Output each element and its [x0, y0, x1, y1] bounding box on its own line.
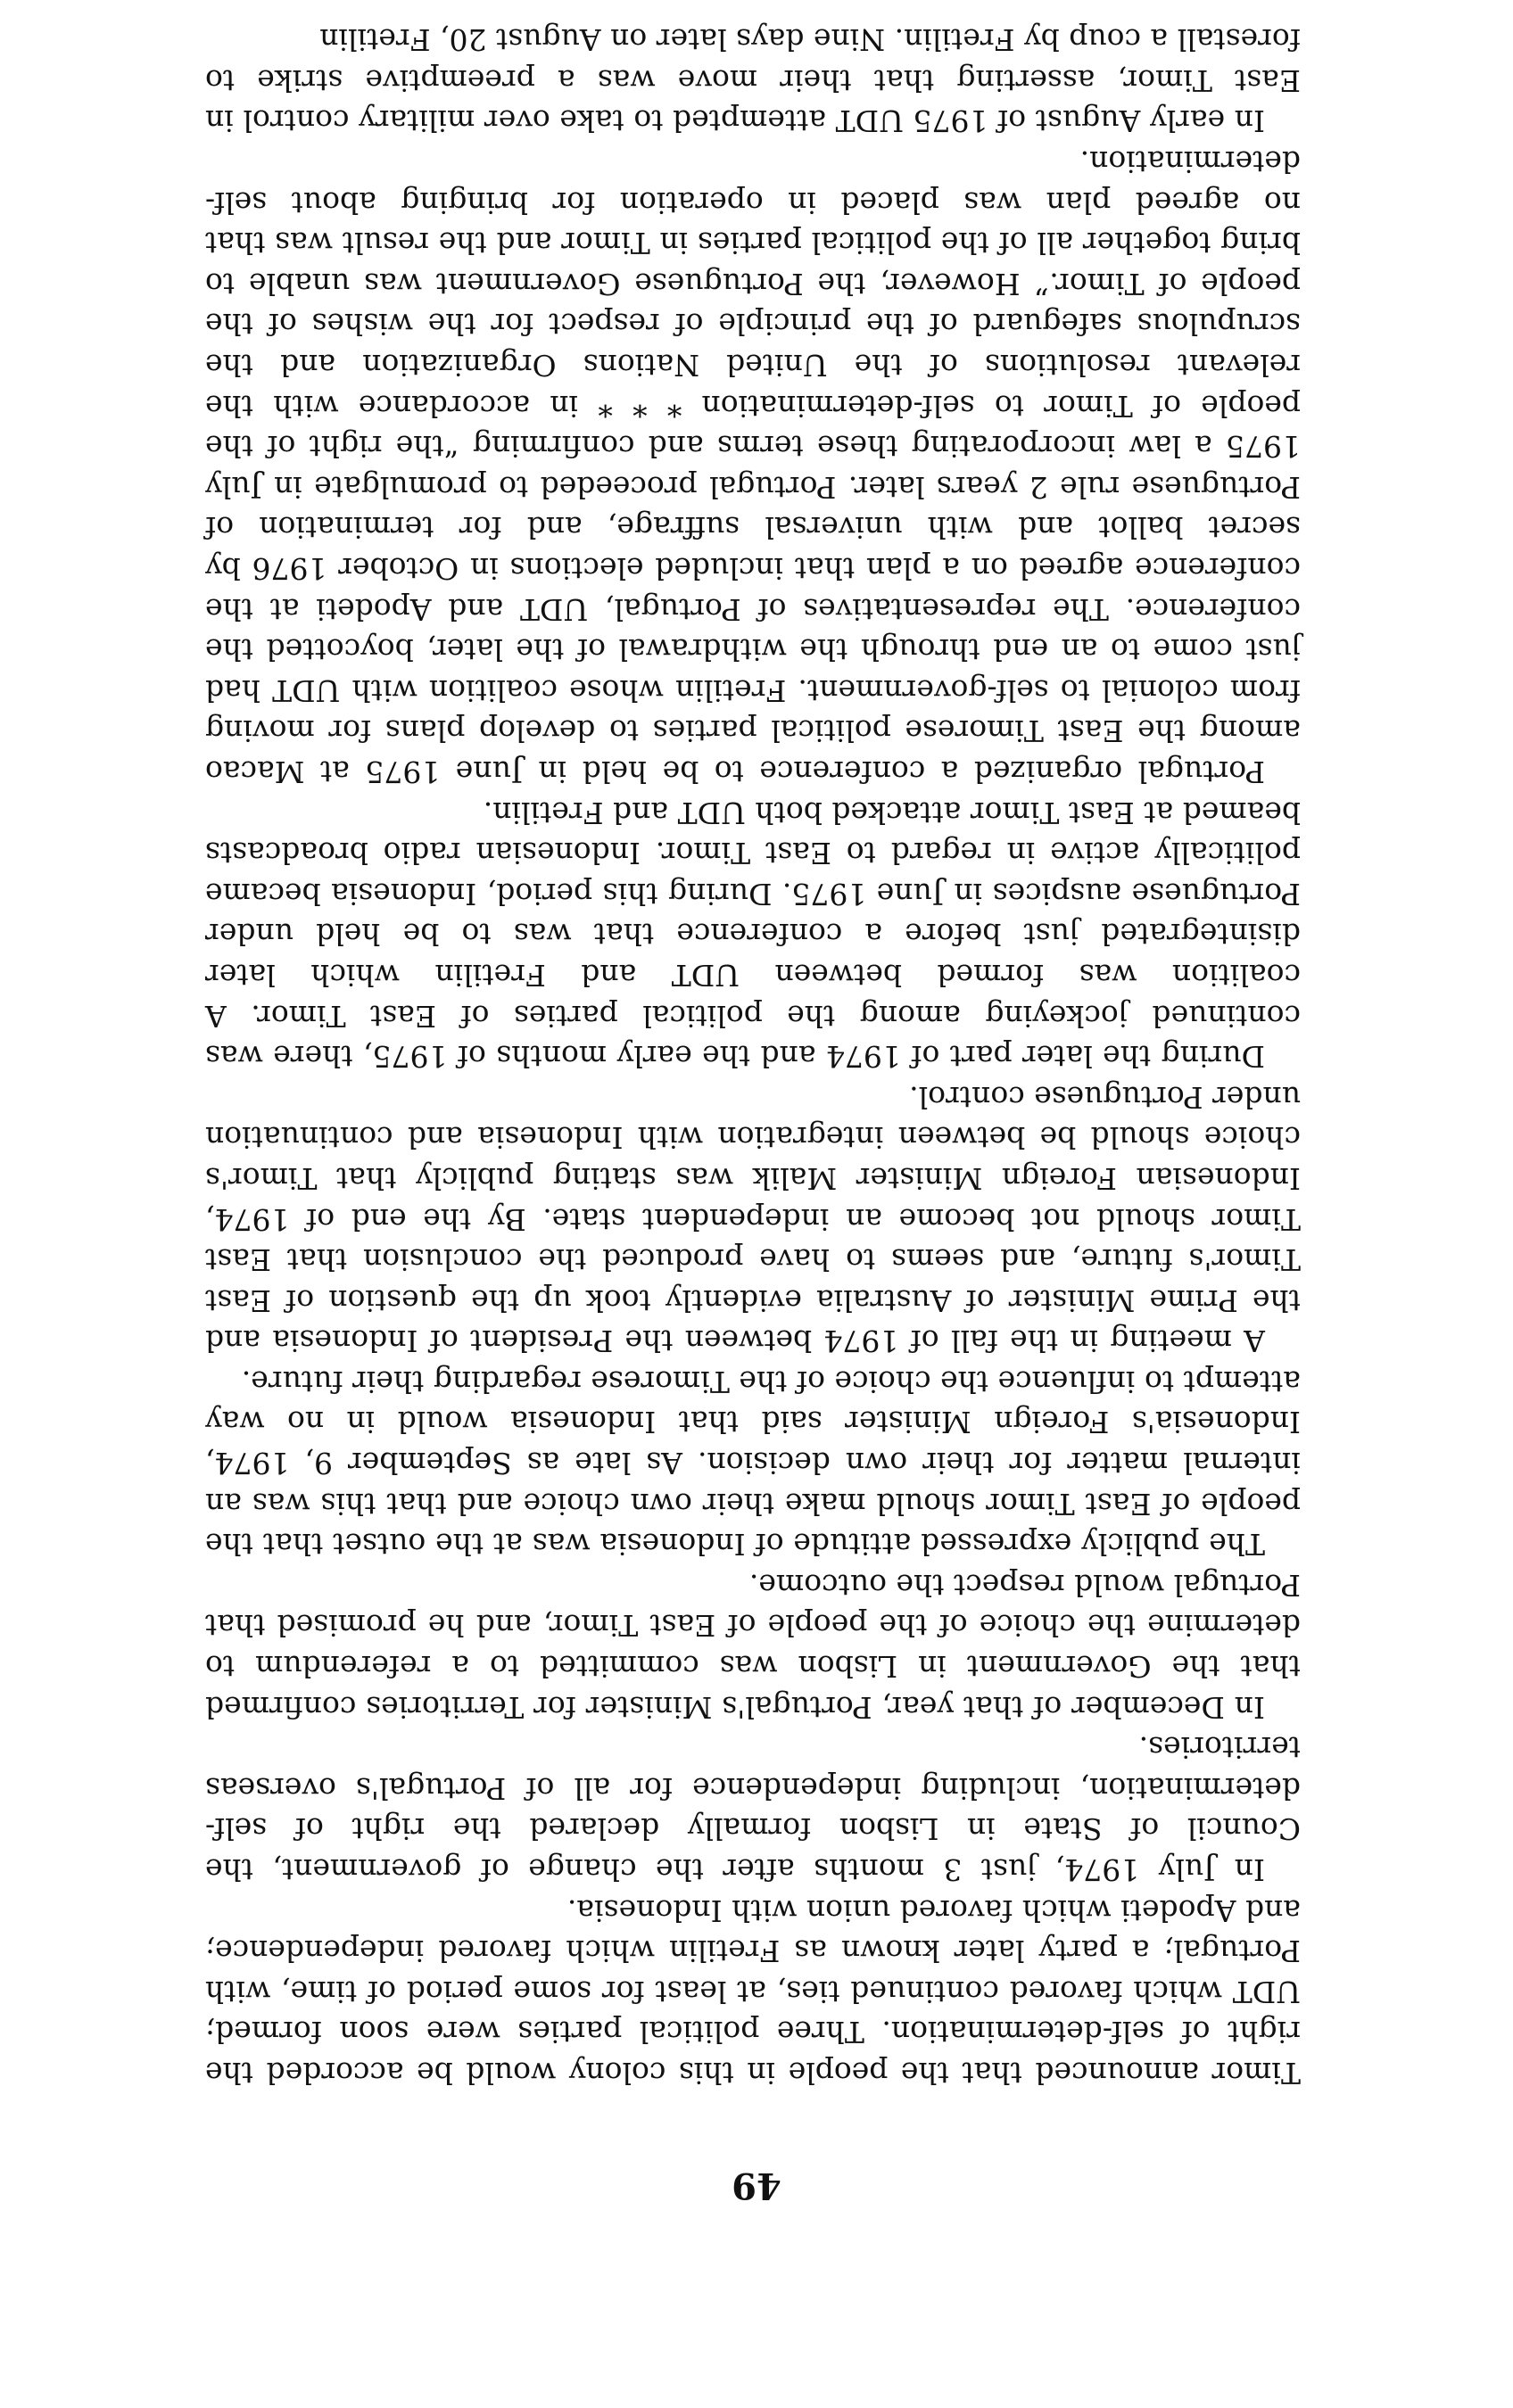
- paragraph: In early August of 1975 UDT attempted to take over military control in East Timor, asserting that their move was a preemptive strike to forestall a coup by Fretilin. Nine days later on August 20, Fretilin: [205, 22, 1301, 139]
- paragraph: During the later part of 1974 and the early months of 1975, there was continued jockeying among the political parties of East Timor. A coalition was formed between UDT and Fretilin which later disintegrated just before a conference that was to be held under Portuguese auspices in June 1975. During this period, Indonesia became politically active in regard to East Timor. Indonesian radio broadcasts beamed at East Timor attacked both UDT and Fretilin.: [205, 795, 1301, 1075]
- paragraph: The publicly expressed attitude of Indonesia was at the outset that the people of East Timor should make their own choice and that this was an internal matter for their own decision. As late as September 9, 1974, Indonesia's Foreign Minister said that Indonesia would in no way attempt to influence the choice of the Timorese regarding their future.: [205, 1364, 1301, 1563]
- paragraph: A meeting in the fall of 1974 between the President of Indonesia and the Prime Minister of Australia evidently took up the question of East Timor's future, and seems to have produced the conclusion that East Timor should not become an independent state. By the end of 1974, Indonesian Foreign Minister Malik was stating publicly that Timor's choice should be between integration with Indonesia and continuation under Portuguese control.: [205, 1079, 1301, 1359]
- paragraph: Timor announced that the people in this colony would be accorded the right of self-determination. Three political parties were soon formed; UDT which favored continued ties, at least for some period of time, with Portugal; a party later known as Fretilin which favored independence; and Apodeti which favored union with Indonesia.: [205, 1893, 1301, 2091]
- paragraph: Portugal organized a conference to be held in June 1975 at Macao among the East Timorese political parties to develop plans for moving from colonial to self-government. Fretilin whose coalition with UDT had just come to an end through the withdrawal of the later, boycotted the conference. The representatives of Portugal, UDT and Apodeti at the conference agreed on a plan that included elections in October 1976 by secret ballot and with universal suffrage, and for termination of Portuguese rule 2 years later. Portugal proceeded to promulgate in July 1975 a law incorporating these terms and confirming “the right of the people of Timor to self-determination * * * in accordance with the relevant resolutions of the United Nations Organization and the scrupulous safeguard of the principle of respect for the wishes of the people of Timor.” However, the Portuguese Government was unable to bring together all of the political parties in Timor and the result was that no agreed plan was placed in operation for bringing about self-determination.: [205, 144, 1301, 789]
- page-number: 49: [732, 2165, 781, 2206]
- paragraph: In December of that year, Portugal's Minister for Territories confirmed that the Government in Lisbon was committed to a referendum to determine the choice of the people of East Timor, and he promised that Portugal would respect the outcome.: [205, 1567, 1301, 1725]
- body-text: [205, 20, 1301, 2093]
- paragraph: In July 1974, just 3 months after the change of government, the Council of State in Lisbon formally declared the right of self-determination, including independence for all of Portugal's overseas territories.: [205, 1730, 1301, 1888]
